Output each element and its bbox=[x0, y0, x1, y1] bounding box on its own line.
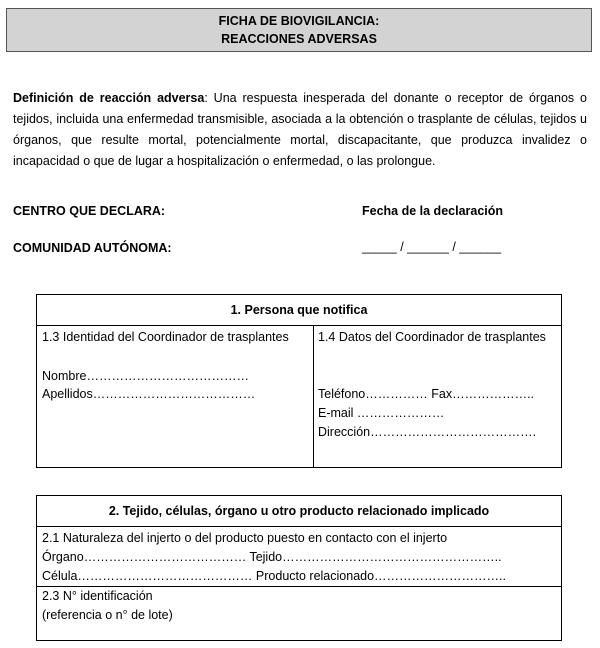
section2-title: 2. Tejido, células, órgano u otro producto relacionado implicado bbox=[37, 496, 561, 527]
form-title-line2: REACCIONES ADVERSAS bbox=[221, 32, 377, 46]
identificacion-subheading[interactable]: (referencia o n° de lote) bbox=[42, 608, 173, 622]
celula-producto-field[interactable]: Célula…………………………………… Producto relacionado………………………….. bbox=[42, 569, 506, 583]
form-header bbox=[6, 8, 592, 52]
coordinator-data-heading: 1.4 Datos del Coordinador de trasplantes bbox=[318, 330, 546, 344]
section1-title: 1. Persona que notifica bbox=[37, 295, 561, 326]
identificacion-heading: 2.3 N° identificación bbox=[42, 589, 153, 603]
coordinator-identity-heading: 1.3 Identidad del Coordinador de trasplantes bbox=[42, 330, 289, 344]
nombre-field[interactable]: Nombre………………………………… bbox=[42, 369, 249, 383]
definition-term: Definición de reacción adversa bbox=[13, 91, 205, 105]
comunidad-label: COMUNIDAD AUTÓNOMA: bbox=[13, 241, 172, 255]
email-field[interactable]: E-mail ………………… bbox=[318, 406, 445, 420]
section-persona-notifica bbox=[36, 294, 562, 468]
telefono-fax-field[interactable]: Teléfono…………… Fax……………….. bbox=[318, 387, 535, 401]
direccion-field[interactable]: Dirección…………………………………. bbox=[318, 425, 537, 439]
form-title-line1: FICHA DE BIOVIGILANCIA: bbox=[218, 14, 380, 28]
apellidos-field[interactable]: Apellidos………………………………… bbox=[42, 387, 256, 401]
organo-tejido-field[interactable]: Órgano………………………………… Tejido…………………………………………….. bbox=[42, 550, 502, 564]
centro-label: CENTRO QUE DECLARA: bbox=[13, 204, 166, 218]
section1-column-divider bbox=[313, 325, 314, 467]
definition-paragraph bbox=[13, 88, 587, 172]
section-producto-implicado bbox=[36, 495, 562, 641]
fecha-blanks[interactable]: _____ / ______ / ______ bbox=[362, 240, 502, 254]
naturaleza-heading: 2.1 Naturaleza del injerto o del producto puesto en contacto con el injerto bbox=[42, 531, 448, 545]
definition-text: : Una respuesta inesperada del donante o receptor de órganos o tejidos, incluida una enfermedad transmisible, asociada a la obtención o trasplante de células, tejidos u órganos, que resulte mortal, potencialmente mortal, discapacitante, que produzca invalidez o incapacidad o que de lugar a hospitalización o enfermedad, o las prolongue. bbox=[13, 91, 587, 168]
fecha-label: Fecha de la declaración bbox=[362, 204, 504, 218]
